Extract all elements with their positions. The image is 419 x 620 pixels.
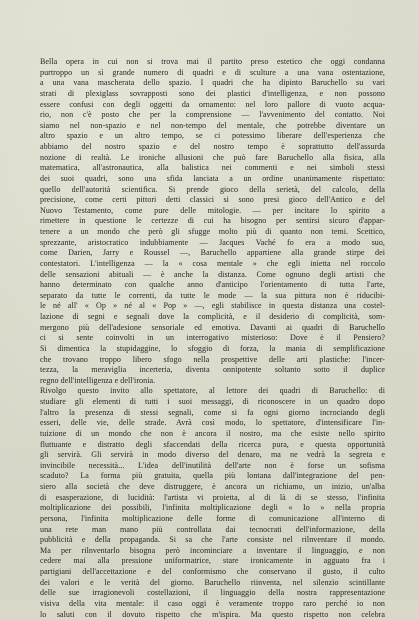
text-line: rio, non c'è posto che per la comprensione — l'avvenimento del contatto. Noi bbox=[40, 110, 385, 121]
text-line: lo saluti con il dovuto rispetto che m'ispira. Ma questo rispetto non celebra bbox=[40, 610, 385, 620]
text-line: nozione di realtà. Le ironiche allusioni che può fare Baruchello alla fisica, alla bbox=[40, 153, 385, 164]
body-text bbox=[40, 57, 385, 620]
text-line: strati di plexiglass sovrapposti sono dei plastici d'intelligenza, e non possono bbox=[40, 89, 385, 100]
text-line: dei valori e le verità del giorno. Baruchello riinventa, nel silenzio scintillante bbox=[40, 578, 385, 589]
text-line: Bella opera in cui non si trova mai il partito preso estetico che oggi condanna bbox=[40, 57, 385, 68]
text-line: le né all' « Op » né al « Pop » —, egli stabilisce in questa distanza una costel- bbox=[40, 301, 385, 312]
text-line: siamo nel non-spazio e nel non-tempo del mentale, che potrebbe diventare un bbox=[40, 121, 385, 132]
text-line: quello dell'autorità scientifica. Si prende gioco della serietà, del calcolo, della bbox=[40, 185, 385, 196]
text-line: cedere mai alla pressione uniformatrice, stare ironicamente in agguato fra i bbox=[40, 556, 385, 567]
text-line: mergono più dell'adesione sensoriale ed emotiva. Davanti ai quadri di Baruchello bbox=[40, 323, 385, 334]
text-line: visiva della vita mentale: il caso oggi è veramente troppo raro perché io non bbox=[40, 599, 385, 610]
text-line: essere confusi con degli oggetti da ornamento: nel loro pallore di vuoto acqua- bbox=[40, 100, 385, 111]
text-line: separato da tutte le correnti, da tutte le mode — la sua pittura non è riducibi- bbox=[40, 291, 385, 302]
text-line: rimettere in questione le certezze di cui ha bisogno per sentirsi sicuro d'appar- bbox=[40, 216, 385, 227]
text-line: come Darien, Jarry e Roussel —, Baruchello appartiene alla grande stirpe dei bbox=[40, 248, 385, 259]
text-line: a una vana mascherata dello spazio. I quadri che ha dipinto Baruchello su vari bbox=[40, 78, 385, 89]
text-line: regno dell'intelligenza e dell'ironia. bbox=[40, 376, 385, 387]
text-line: che trovano troppo libero sfogo nella prospettive delle arti plastiche: l'incer- bbox=[40, 355, 385, 366]
text-line: Ma per rilnventarlo bisogna però incominciare a inventare il linguaggio, e non bbox=[40, 546, 385, 557]
text-line: hanno determinato con qualche anno d'anticipo l'orientamento di tutta l'arte, bbox=[40, 280, 385, 291]
text-line: tezza, la meraviglia incerteria, diventa onnipotente soltanto sotto il duplice bbox=[40, 365, 385, 376]
text-line: precisione, come certi pittori detti classici si sono presi gioco dell'Antico e del bbox=[40, 195, 385, 206]
text-line: matematica, all'astronautica, alla balistica nei commenti e nei simboli stessi bbox=[40, 163, 385, 174]
text-line: delle sue irragionevoli costellazioni, il linguaggio della nostra rappresentazione bbox=[40, 588, 385, 599]
text-line: tuizione di un mondo che non è ancora il nostro, ma che esiste nello spirito bbox=[40, 429, 385, 440]
text-line: lazione di segni e segnali dove la complicità, e il desiderio di complicità, som- bbox=[40, 312, 385, 323]
text-line: purtroppo un sì grande numero di quadri e di sculture a una vana ostentazione, bbox=[40, 68, 385, 79]
text-line: pubblicità e della propaganda. Si sa che l'arte consiste nel rilnventare il mondo. bbox=[40, 535, 385, 546]
text-line: Si dimentica la stupidaggine, lo sfoggio di forza, la mania di semplificazione bbox=[40, 344, 385, 355]
text-line: Rivolgo questo invito allo spettatore, al lettore dei quadri di Baruchello: di bbox=[40, 386, 385, 397]
text-line: abbiamo del nostro spazio e del nostro tempo è soprattutto dell'assurda bbox=[40, 142, 385, 153]
text-line: una rete man mano più controllata dai tecnocrati dell'informazione, della bbox=[40, 525, 385, 536]
text-line: scaduto? La forma più gratuita, quella più lontana dall'integrazione del pen- bbox=[40, 471, 385, 482]
text-line: persona, l'infinita moltiplicazione delle forme di comunicazione all'interno di bbox=[40, 514, 385, 525]
text-line: studiare gli elementi di tutti i suoi messaggi, di riconoscere in un quadro dopo bbox=[40, 397, 385, 408]
text-line: di esasperazione, di lucidità: l'artista vi proietta, al di là di se stesso, l'infinita bbox=[40, 493, 385, 504]
text-line: moltiplicazione dei possibili, l'infinita moltiplicazione degli « Io » nella propria bbox=[40, 503, 385, 514]
text-line: ci si sente coinvolti in un interrogativo misterioso: Dove è il Pensiero? bbox=[40, 333, 385, 344]
text-line: fluttuante e distratto degli sfaccendati della ricerca pura, e questa opportunità bbox=[40, 440, 385, 451]
text-line: contestatori. L'intelligenza — la « cosa mentale » che egli inietta nel roccolo bbox=[40, 259, 385, 270]
text-line: tenere a un mondo che però gli sfugge molto più di quanto non temi. Scettico, bbox=[40, 227, 385, 238]
text-line: l'altro la presenza di stessi segnali, come si fa ogni giorno incrociando degli bbox=[40, 408, 385, 419]
text-line: partigiani dell'accettazione e del conformismo che conservano il gusto, il culto bbox=[40, 567, 385, 578]
text-line: siero alla società che deve distruggere, è ancora un richiamo, un inizio, un'alba bbox=[40, 482, 385, 493]
text-line: dei suoi quadri, sono una sfida lanciata a un ordine unanimamente rispettato: bbox=[40, 174, 385, 185]
text-line: altro spazio e un altro tempo, se ci potessimo liberare dell'esperienza che bbox=[40, 131, 385, 142]
text-line: gli servirà. Gli servirà in modo diverso del denaro, ma ne vedrà la segreta e bbox=[40, 450, 385, 461]
text-line: esseri, delle vie, delle strade. Avrà così modo, lo spettatore, d'intensificare l'in- bbox=[40, 418, 385, 429]
text-line: Nuovo Testamento, come pure delle mitologie. — per incitare lo spirito a bbox=[40, 206, 385, 217]
text-line: invincibile necessità... L'idea dell'inutilità dell'arte non è forse un sofisma bbox=[40, 461, 385, 472]
text-line: delle sensazioni abituali — è anche la distanza. Come ognuno degli artisti che bbox=[40, 270, 385, 281]
text-line: sprezzante, aristocratico indubbiamente — Jacques Vaché fo era a modo suo, bbox=[40, 238, 385, 249]
